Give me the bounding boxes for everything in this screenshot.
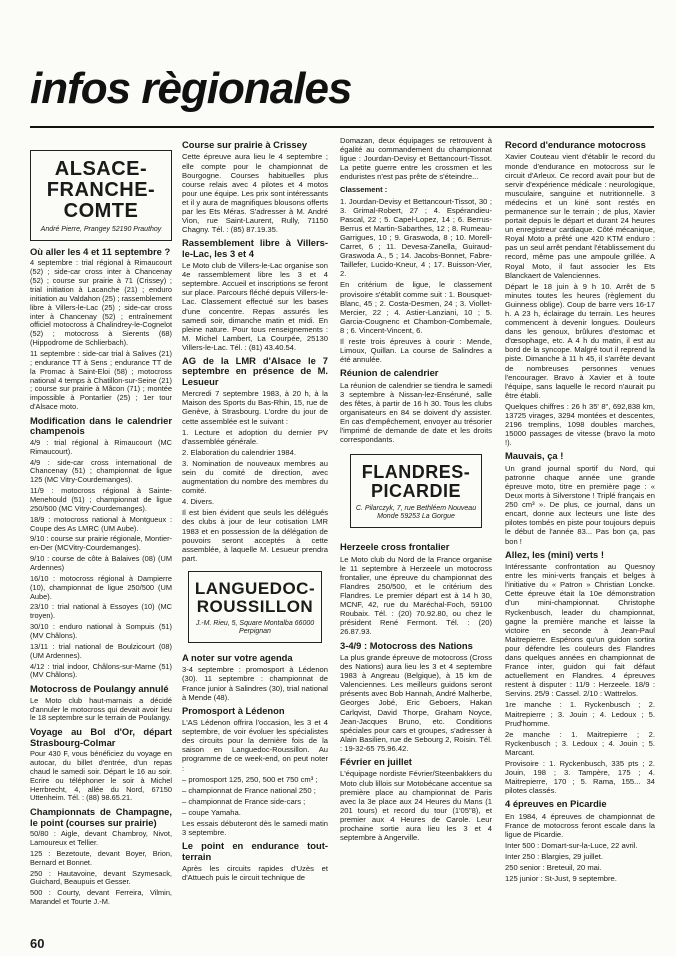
article-paragraph: Mercredi 7 septembre 1983, à 20 h, à la Maison des Sports du Bas-Rhin, 15, rue de Genève, à Strasbourg. L'ordre du jour de cette assemblée est le suivant :: [182, 389, 328, 426]
article-paragraph: Intéressante confrontation au Quesnoy entre les mini-verts français et belges à l'initiative du « Patron » Christian Loncke. Cette épreuve était la 10e démonstration d'un mini-championnat. Christophe Ryckenbusch, leader du championnat, gagne la première manche et laisse la victoire en seconde à Jean-Paul Maitrepierre. Espérons qu'un guidon sortira pour défendre les couleurs des Flandres dans quelques années en championnat de France inter, guidon qui fait défaut actuellement en Flandres. 4 épreuves restent à disputer : 11/9 : Herzeele. 18/9 : Servins. 25/9 : Cassel. 2/10 : Wattrelos.: [505, 562, 655, 699]
list-item: 18/9 : motocross national à Montgueux : Coupe des As LMRC (UM Aube).: [30, 514, 172, 533]
article-paragraph: En critérium de ligue, le classement provisoire s'établit comme suit : 1. Bousquet-Blanc, 45 ; 2. Costa-Desmen, 24 ; 3. Viollet-Mercier, 22 ; 4. Astier-Lanziani, 10 ; 5. Garcia-Cougnenc et Chambon-Combemale, 8 ; 6. Vincent-Vincent, 6.: [340, 280, 492, 335]
region-box-contact: J.-M. Rieu, 5, Square Montalba 66000 Perpignan: [195, 619, 315, 635]
article-heading: Mauvais, ça !: [505, 450, 564, 462]
list-item: 9/10 : course de côte à Balaives (08) (UM Ardennes): [30, 554, 172, 572]
column-3: [340, 136, 492, 844]
article-paragraph: 4 septembre : trial régional à Rimaucourt (52) ; side-car cross inter à Chancenay (52) ; course sur prairie à 71 (Crissey) ; trial initiation à Lacanche (21) ; enduro initiation au Valdahon (25) ; rassemblement libre à Villers-le-Lac (25) ; side-car cross inter à Chancenay (52) ; entraînement officiel motocross à Chalindrey-le-Cognelot (52) ; motocross à Sierents (68) (Hippodrome de Schlierbach).: [30, 258, 173, 348]
list-item: 4/9 : side-car cross international de Chancenay (51) ; championnat de ligue 125 (MC Vitry-Courdemanges).: [30, 457, 172, 485]
article-paragraph: Quelques chiffres : 26 h 35' 8", 692,838 km, 13725 virages, 3294 montées et descentes, 2196 tremplins, 1098 doubles marches, 15000 passages de vitesse (bravo la moto !).: [505, 401, 655, 448]
region-box-title: ALSACE-FRANCHE-COMTE: [46, 158, 156, 222]
article-paragraph: Le Moto club de Villers-le-Lac organise son 4e rassemblement libre les 3 et 4 septembre. Accueil et inscriptions se feront sur place. Parcours fléché depuis Villers-le-Lac. Classement effectué sur les bases d'une concentre. Repas assurés les samedi soir, dimanche matin et midi. En pleine nature. Pour tous renseignements : M. Michel Lambert, La Courpée, 25130 Villers-le-Lac. Tél. : (81) 43.40.54.: [182, 261, 328, 352]
article-heading: 4 épreuves en Picardie: [505, 798, 607, 810]
list-item: 250 senior : Breteuil, 20 mai.: [505, 863, 602, 873]
region-box-title: FLANDRES-PICARDIE: [361, 462, 471, 502]
classement-label: Classement :: [340, 185, 388, 195]
list-item: Inter 250 : Blargies, 29 juillet.: [505, 852, 603, 862]
article-paragraph: Un grand journal sportif du Nord, qui patronne chaque année une grande épreuve moto, titre en première page : « Deux morts à Silverstone ! Triplé français en 250 cm³ ». De plus, ce journal, dans un encart, donne aux lecteurs une liste des pilotes tombés en piste pour toujours depuis le début de l'année 83... Pas bon ça, pas bon !: [505, 463, 655, 546]
list-item: 4/9 : trial régional à Rimaucourt (MC Rimaucourt).: [30, 437, 172, 456]
article-paragraph: 11 septembre : side-car trial à Salives (21) ; endurance TT à Sens ; endurance TT de la Promac à Saint-Eloi (58) ; motocross national 4 temps à Chatillon-sur-Seine (21) ; course sur prairie à Mâcon (71) ; montée impossible à Pontarlier (25) ; 1er tour d'Alsace moto.: [30, 349, 172, 412]
page-number: 60: [30, 936, 45, 951]
article-paragraph: L'AS Lédenon offrira l'occasion, les 3 et 4 septembre, de voir évoluer les spécialistes des circuits pour la dernière fois de la saison en Languedoc-Roussillon. Au programme de ce week-end, on peut noter :: [182, 718, 328, 773]
article-paragraph: Départ le 18 juin à 9 h 10. Arrêt de 5 minutes toutes les heures (règlement du Guinness oblige). Coup de barre vers 16-17 h. A 23 h, éclairage du terrain. Les heures commencent à devenir longues. Douleurs dans les genoux, brûlures d'estomac et d'œsophage, etc. A 4 h du matin, il est au bord de la syncope. Malgré tout il reprend la piste. Dimanche à 11 h 45, il s'arrête devant de nombreuses personnes venues l'encourager. Bravo à Xavier et à toute l'équipe, sans laquelle le record n'aurait pu être établi.: [505, 281, 655, 400]
list-item: 125 junior : St-Just, 9 septembre.: [505, 874, 617, 884]
list-item: 125 : Bezetoute, devant Boyer, Brion, Bernard et Bonnet.: [30, 848, 172, 867]
article-paragraph: Les essais débuteront dès le samedi matin 3 septembre.: [182, 819, 328, 838]
article-paragraph: Il reste trois épreuves à courir : Mende, Limoux, Quillan. La course de Salindres a été annulée.: [340, 336, 492, 365]
list-item: 3. Nomination de nouveaux membres au sein du comité de direction, avec augmentation du nombre des membres du comité.: [182, 458, 328, 496]
article-paragraph: Provisoire : 1. Ryckenbusch, 335 pts ; 2. Jouin, 198 ; 3. Tampère, 175 ; 4. Maitrepierre, 170 ; 5. Rama, 155... 34 pilotes classés.: [505, 759, 655, 796]
article-heading: Février en juillet: [340, 756, 412, 767]
section-title: infos règionales: [30, 64, 352, 113]
article-heading: AG de la LMR d'Alsace le 7 septembre en présence de M. Lesueur: [182, 355, 328, 387]
list-item: 13/11 : trial national de Boulzicourt (08) (UM Ardennes).: [30, 641, 172, 660]
list-item: 30/10 : enduro national à Sompuis (51) (MV Châlons).: [30, 622, 172, 641]
region-box-flandres: [350, 454, 482, 528]
article-paragraph: Le Moto club haut-marnais a décidé d'annuler le motocross qui devait avoir lieu le 18 septembre sur le terrain de Poulangy.: [30, 695, 172, 723]
article-paragraph: La plus grande épreuve de motocross (Cross des Nations) aura lieu les 3 et 4 septembre 1983 à Angreau (Belgique), à 15 km de Valenciennes. Les meilleurs guidons seront présents avec Bob Hannah, André Malherbe, Georges Jobé, Eric Geboers, Hakan Carlqvist, David Thorpe, Graham Noyce, Jean-Jacques Bruno, etc. Conditions spéciales pour cars et groupes, s'adresser à Alain Basilien, rue de Sebourg 2, Roisin. Tél. : 19-32-65 75.96.42.: [340, 652, 492, 753]
list-item: 500 : Courty, devant Ferreira, Vilmin, Marandel et Tourte J.-M.: [30, 888, 172, 907]
article-paragraph: Après les circuits rapides d'Uzès et d'Attuech puis le circuit technique de: [182, 864, 328, 883]
column-2: [182, 136, 328, 884]
list-item: 4. Divers.: [182, 497, 215, 507]
header-rule: [30, 126, 654, 128]
article-heading: Le point en endurance tout-terrain: [182, 840, 328, 862]
article-paragraph: Xavier Couteau vient d'établir le record du monde d'endurance en motocross sur le circuit d'Arleux. Ce record avait pour but de servir d'expérience médicale : neurologique, musculaire, sanguine et nutritionnelle. 3 médecins et un kiné sont restés en permanence sur le terrain ; de plus, Xavier portait depuis le départ et durant 24 heures un enregistreur cardiaque. Côté mécanique, Royal Moto a prêté une 420 KTM enduro : pas un seul arrêt pendant l'établissement du record, même pas une ampoule grillée. A Royal Moto, il faut associer les Ets Blanckaert de Valenciennes.: [505, 152, 655, 280]
list-item: 50/80 : Aigle, devant Chambroy, Nivot, Lamoureux et Tellier.: [30, 829, 172, 847]
list-item: 23/10 : trial national à Essoyes (10) (MC troyen).: [30, 602, 172, 621]
article-paragraph: En 1984, 4 épreuves de championnat de France de motocross feront escale dans la ligue de Picardie.: [505, 811, 655, 839]
article-heading: Motocross de Poulangy annulé: [30, 683, 169, 695]
column-1: [30, 136, 172, 909]
article-paragraph: La réunion de calendrier se tiendra le samedi 3 septembre à Nissan-lez-Enséruné, salle des fêtes, à partir de 16 h 30. Tous les clubs organisateurs en 84 se doivent d'y assister. En cas d'empêchement, envoyer au trésorier l'imprimé de demande de date et les droits correspondants.: [340, 380, 492, 445]
article-heading: Allez, les (mini) verts !: [505, 548, 604, 560]
region-box-alsace: [30, 150, 172, 241]
article-heading: Promosport à Lédenon: [182, 704, 285, 716]
article-heading: 3-4/9 : Motocross des Nations: [340, 639, 473, 651]
list-item: 1. Lecture et adoption du dernier PV d'assemblée générale.: [182, 427, 328, 446]
list-item: 250 : Hautavoine, devant Szymesack, Guichard, Beaupuis et Gesser.: [30, 868, 172, 887]
article-heading: Modification dans le calendrier champenois: [30, 415, 172, 437]
article-heading: Herzeele cross frontalier: [340, 541, 450, 553]
column-4: [505, 136, 655, 885]
region-box-contact: André Pierre, Prangey 52190 Prauthoy: [40, 226, 162, 233]
article-paragraph: Cette épreuve aura lieu le 4 septembre ; elle compte pour le championnat de Bourgogne. Courses habituelles plus course relais avec 4 pilotes et 4 motos pour une équipe. Les prix sont intéressants et il y aura de magnifiques blousons offerts par les Ets Méras. S'adresser à M. André Vion, rue Saint-Laurent, Rully, 71150 Chagny. Tél. : (85) 87.19.35.: [182, 152, 328, 235]
article-paragraph: Domazan, deux équipages se retrouvent à égalité au commandement du championnat ligue : Jourdan-Devisy et Bettancourt-Tissot. La petite guerre entre les crossmen et les enduristes n'est pas prête de s'éteindre...: [340, 136, 492, 182]
list-item: – championnat de France national 250 ;: [182, 785, 316, 795]
article-paragraph: 2e manche : 1. Maitrepierre ; 2. Ryckenbusch ; 3. Ledoux ; 4. Jouin ; 5. Marcant.: [505, 729, 655, 757]
article-paragraph: 1. Jourdan-Devisy et Bettancourt-Tissot, 30 ; 3. Grimal-Robert, 27 ; 4. Espérandieu-Pascal, 22 ; 5. Capel-Lopez, 14 ; 6. Berrus-Berrus et Martin-Sabarthes, 12 ; 8. Rumeau-Garrigues, 10 ; 9. Graswoda, 8 ; 10. Morell-Carret, 6 ; 11. Devesa-Zanella, Guiraud-Graswoda A., 5 ; 14. Jacobs-Bonnet, Fabre-Taillefer, Lucido-Kneur, 4 ; 17. Buisson-Vier, 2.: [340, 196, 492, 279]
article-heading: Course sur prairie à Crissey: [182, 139, 308, 150]
region-box-title: LANGUEDOC-ROUSSILLON: [194, 578, 316, 616]
region-box-contact: C. Pilarczyk, 7, rue Bethléem Nouveau Monde 59253 La Gorgue: [355, 505, 477, 521]
list-item: – coupe Yamaha.: [182, 807, 241, 817]
article-heading: Où aller les 4 et 11 septembre ?: [30, 246, 171, 257]
list-item: 11/9 : motocross régional à Sainte-Menehould (51) ; championnat de ligue 250/500 (MC Vitry-Courdemanges).: [30, 486, 172, 513]
list-item: 2. Elaboration du calendrier 1984.: [182, 447, 296, 457]
article-heading: Rassemblement libre à Villers-le-Lac, les 3 et 4: [182, 237, 328, 259]
article-heading: Championnats de Champagne, le point (courses sur prairie): [30, 806, 172, 828]
article-paragraph: 1re manche : 1. Ryckenbusch ; 2. Maitrepierre ; 3. Jouin ; 4. Ledoux ; 5. Prud'homme.: [505, 700, 655, 728]
list-item: 9/10 : course sur prairie régionale, Montier-en-Der (MCVitry-Courdemanges).: [30, 534, 172, 553]
page-header: [0, 60, 676, 138]
article-heading: Record d'endurance motocross: [505, 139, 646, 150]
list-item: – promosport 125, 250, 500 et 750 cm³ ;: [182, 774, 318, 784]
list-item: Inter 500 : Domart-sur-la-Luce, 22 avril.: [505, 841, 638, 851]
article-paragraph: Il est bien évident que seuls les délégués des clubs à jour de leur cotisation LMR 1983 et en possession de la délégation de pouvoirs seront acceptés à cette assemblée, à laquelle M. Lesueur prendra part.: [182, 508, 328, 563]
list-item: 4/12 : trial indoor, Châlons-sur-Marne (51) (MV Châlons).: [30, 661, 172, 680]
list-item: – championnat de France side-cars ;: [182, 796, 306, 806]
list-item: 16/10 : motocross régional à Dampierre (10), championnat de ligue 250/500 (UM Aube).: [30, 573, 172, 601]
article-paragraph: 3-4 septembre : promosport à Lédenon (30). 11 septembre : championnat de France junior à Salindres (30), trial national à Mende (48).: [182, 665, 328, 702]
article-paragraph: Le Moto club du Nord de la France organise le 11 septembre à Herzeele un motocross frontalier, une épreuve du championnat des Flandres 250/500, et le critérium des Flandres. Le premier départ est à 14 h 30, MCNF, 42, rue du Maréchal-Foch, 59100 Roubaix. Tél. : (20) 70.92.80, ou chez le président René Fermont. Tél. : (20) 26.87.93.: [340, 554, 492, 637]
article-heading: Voyage au Bol d'Or, départ Strasbourg-Colmar: [30, 726, 172, 748]
region-box-languedoc: [188, 571, 322, 643]
article-paragraph: [340, 185, 492, 194]
article-paragraph: Pour 430 F, vous bénéficiez du voyage en autocar, du billet d'entrée, d'un repas chaud le samedi soir. Départ le 16 au soir. Ecrire ou téléphoner le soir à Michel Herrbrecht, 4, allée du Nord, 67150 Uttenheim. Tél. : (88) 98.65.21.: [30, 749, 172, 803]
article-heading: A noter sur votre agenda: [182, 651, 293, 663]
article-heading: Réunion de calendrier: [340, 367, 439, 379]
article-paragraph: L'équipage nordiste Février/Steenbakkers du Moto club lillois sur Motobécane accentue sa première place au championnat de Paris avec la 3e place aux 24 Heures du Mans (1 201 tours) et record du tour (1'05"8), et premier aux 4 Heures de Carole. Leur prochaine sortie aura lieu les 3 et 4 septembre à Angerville.: [340, 769, 492, 843]
